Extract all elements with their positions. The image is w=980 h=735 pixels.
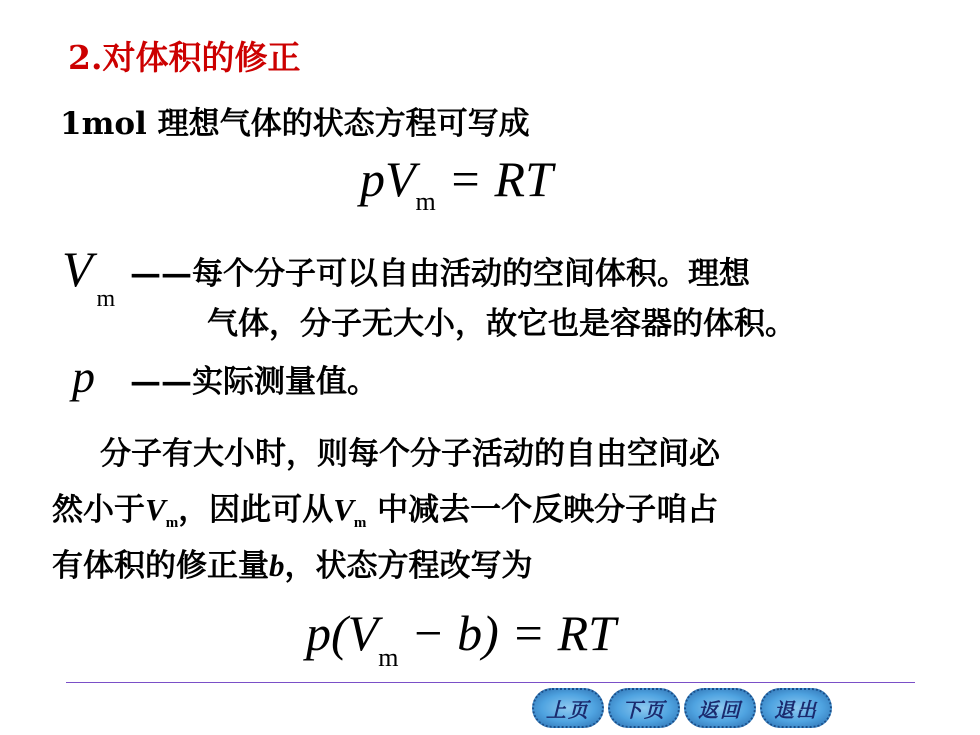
inline-vm-2-V: V [333, 492, 354, 527]
para2-c: 中减去一个反映分子咱占 [366, 492, 719, 528]
eq1-p: p [360, 151, 385, 207]
para3-a: 有体积的修正量 [52, 548, 269, 584]
footer-divider [66, 682, 915, 683]
paragraph-line1: 分子有大小时，则每个分子活动的自由空间必 [100, 436, 720, 472]
ideal-gas-equation [360, 150, 553, 216]
paragraph-line3 [52, 540, 533, 585]
eq1-V: V [385, 151, 416, 207]
intro-text: 1mol 理想气体的状态方程可写成 [60, 106, 530, 142]
prev-page-button[interactable]: 上页 [532, 688, 604, 728]
eq2-post: − b) = RT [398, 605, 616, 661]
inline-vm-2-sub: m [353, 515, 367, 532]
inline-vm-1-sub: m [165, 515, 179, 532]
vm-definition-line2: 气体，分子无大小，故它也是容器的体积。 [207, 306, 796, 342]
symbol-vm-V: V [62, 241, 93, 297]
back-button[interactable]: 返回 [684, 688, 756, 728]
paragraph-line2 [52, 484, 718, 532]
symbol-p: p [72, 351, 95, 402]
eq1-sub: m [415, 187, 436, 216]
slide-navigation [532, 688, 832, 728]
para2-a: 然小于 [52, 492, 145, 528]
slide-heading: 2.对体积的修正 [68, 38, 301, 77]
para3-c: ，状态方程改写为 [284, 548, 533, 584]
para2-b: ，因此可从 [178, 492, 334, 528]
inline-vm-2 [333, 492, 367, 532]
p-definition: ——实际测量值。 [130, 364, 378, 400]
eq1-rhs: = RT [435, 151, 553, 207]
eq2-pre: p(V [306, 605, 379, 661]
corrected-equation [306, 604, 616, 672]
exit-button[interactable]: 退出 [760, 688, 832, 728]
vm-definition-line1: ——每个分子可以自由活动的空间体积。理想 [130, 256, 750, 292]
eq2-sub: m [378, 643, 399, 672]
next-page-button[interactable]: 下页 [608, 688, 680, 728]
symbol-vm [62, 240, 116, 312]
inline-vm-1-V: V [145, 492, 166, 527]
symbol-vm-sub: m [96, 286, 116, 312]
inline-vm-1 [145, 492, 179, 532]
inline-b: b [269, 548, 285, 583]
